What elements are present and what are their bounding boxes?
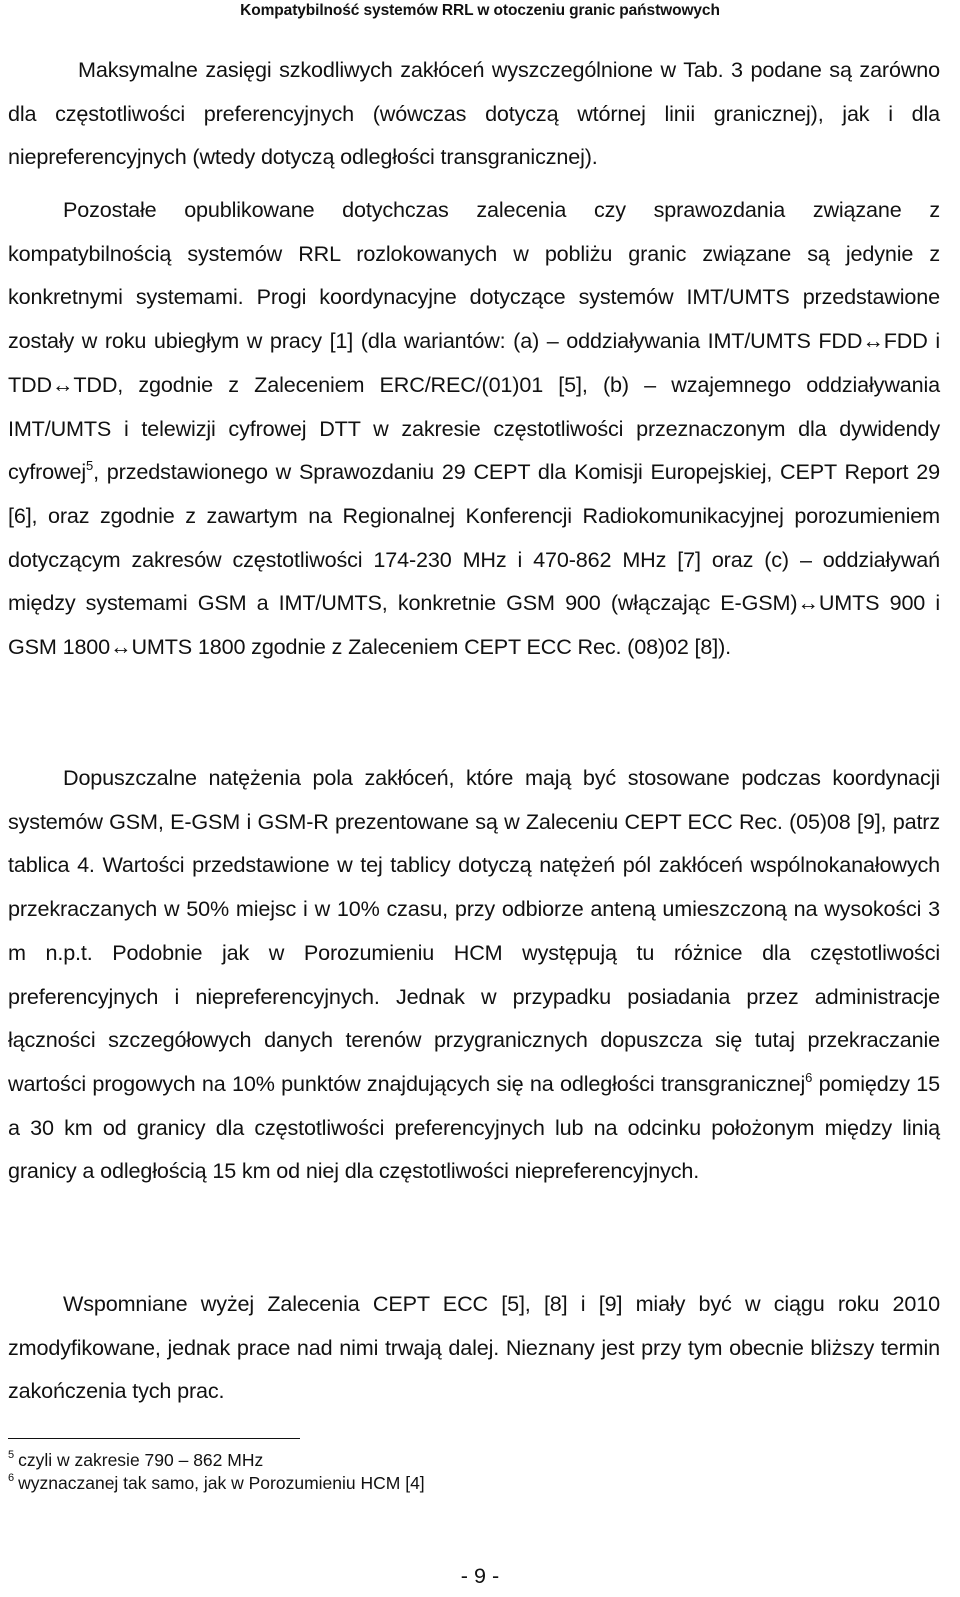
paragraph-text: Wspomniane wyżej Zalecenia CEPT ECC [5], [8] i [9] miały być w ciągu roku 2010 zmodyfikowane, jednak prace nad nimi trwają dalej. Nieznany jest przy tym obecnie bliższy termin zakończenia tych prac.: [8, 1291, 940, 1404]
footnote-5: [8, 1449, 263, 1471]
paragraph-text-part-b: pomiędzy 15 a 30 km od granicy dla częstotliwości preferencyjnych lub na odcinku położonym między linią granicy a odległością 15 km od niej dla częstotliwości niepreferencyjnych.: [8, 1070, 940, 1184]
footnote-6: [8, 1472, 425, 1494]
paragraph-max-range: [8, 48, 940, 179]
page-number: - 9 -: [460, 1563, 500, 1588]
paragraph-field-strength: [8, 756, 940, 1193]
paragraph-text-part-b: , przedstawionego w Sprawozdaniu 29 CEPT dla Komisji Europejskiej, CEPT Report 29 [6], oraz zgodnie z zawartym na Regionalnej Konferencji Radiokomunikacyjnej porozumieniem dotyczącym zakresów częstotliwości 174-230 MHz i 470-862 MHz [7] oraz (c) – oddziaływań między systemami GSM a IMT/UMTS, konkretnie GSM 900 (włączając E-GSM)↔UMTS 900 i GSM 1800↔UMTS 1800 zgodnie z Zaleceniem CEPT ECC Rec. (08)02 [8]).: [8, 459, 940, 660]
footnote-text: czyli w zakresie 790 – 862 MHz: [18, 1450, 264, 1470]
footnote-ref-5: 5: [86, 458, 94, 474]
footnote-number: 5: [8, 1449, 15, 1461]
paragraph-text-part-a: Dopuszczalne natężenia pola zakłóceń, które mają być stosowane podczas koordynacji systemów GSM, E-GSM i GSM-R prezentowane są w Zaleceniu CEPT ECC Rec. (05)08 [9], patrz tablica 4. Wartości przedstawione w tej tablicy dotyczą natężeń pól zakłóceń wspólnokanałowych przekraczanych w 50% miejsc i w 10% czasu, przy odbiorze anteną umieszczoną na wysokości 3 m n.p.t. Podobnie jak w Porozumieniu HCM występują tu różnice dla częstotliwości preferencyjnych i niepreferencyjnych. Jednak w przypadku posiadania przez administracje łączności szczegółowych danych terenów przygranicznych dopuszcza się tutaj przekraczanie wartości progowych na 10% punktów znajdujących się na odległości transgranicznej: [8, 765, 940, 1096]
paragraph-text-part-a: Pozostałe opublikowane dotychczas zalecenia czy sprawozdania związane z kompatybilnością systemów RRL rozlokowanych w pobliżu granic związane są jedynie z konkretnymi systemami. Progi koordynacyjne dotyczące systemów IMT/UMTS przedstawione zostały w roku ubiegłym w pracy [1] (dla wariantów: (a) – oddziaływania IMT/UMTS FDD↔FDD i TDD↔TDD, zgodnie z Zaleceniem ERC/REC/(01)01 [5], (b) – wzajemnego oddziaływania IMT/UMTS i telewizji cyfrowej DTT w zakresie częstotliwości przeznaczonym dla dywidendy cyfrowej: [8, 197, 940, 485]
footnote-ref-6: 6: [805, 1069, 813, 1085]
footnote-text: wyznaczanej tak samo, jak w Porozumieniu HCM [4]: [18, 1473, 425, 1493]
running-header: Kompatybilność systemów RRL w otoczeniu granic państwowych: [240, 2, 720, 19]
paragraph-other-recommendations: [8, 188, 940, 669]
paragraph-text: Maksymalne zasięgi szkodliwych zakłóceń wyszczególnione w Tab. 3 podane są zarówno dla częstotliwości preferencyjnych (wówczas dotyczą wtórnej linii granicznej), jak i dla niepreferencyjnych (wtedy dotyczą odległości transgranicznej).: [8, 57, 940, 170]
paragraph-revision-status: [8, 1282, 940, 1413]
footnote-number: 6: [8, 1472, 15, 1484]
footnote-separator: [8, 1438, 300, 1439]
